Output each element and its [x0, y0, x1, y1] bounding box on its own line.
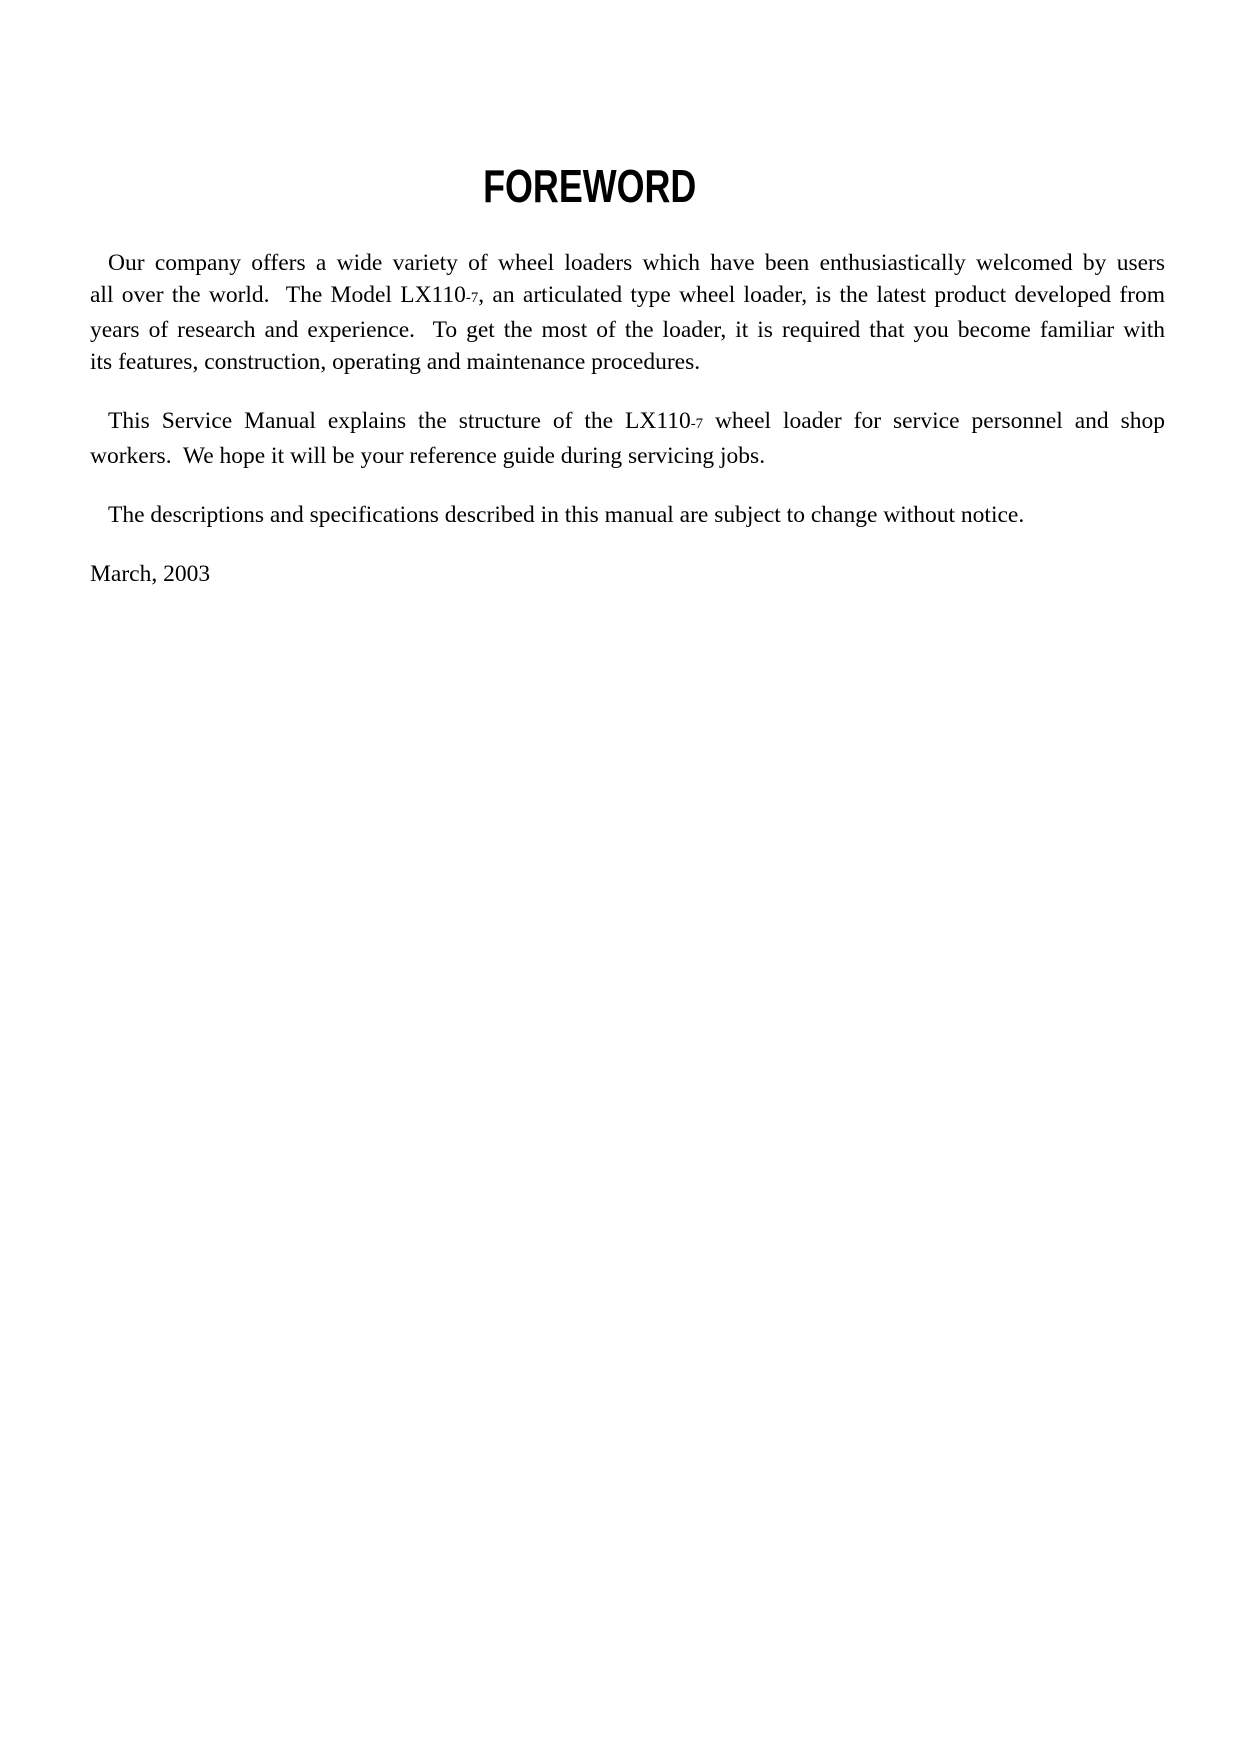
text-line — [90, 314, 1165, 346]
model-suffix-text: -7 — [690, 416, 704, 432]
text-line — [90, 279, 1165, 314]
text-run: Our company offers a wide variety of wheel loaders which have been enthusiastically welcomed by users — [108, 250, 1165, 276]
text-line — [90, 405, 1165, 440]
date-line: March, 2003 — [90, 561, 211, 587]
text-run: workers. We hope it will be your reference guide during servicing jobs. — [90, 443, 766, 469]
text-run: its features, construction, operating and maintenance procedures. — [90, 349, 701, 375]
text-line — [90, 499, 1165, 531]
page-title-text: FOREWORD — [483, 160, 697, 212]
foreword-body — [90, 247, 1165, 590]
page-title — [0, 160, 1240, 212]
text-run: This Service Manual explains the structure of the LX110 — [108, 408, 691, 434]
paragraph-service-manual — [90, 405, 1165, 472]
paragraph-disclaimer — [90, 499, 1165, 531]
text-line — [90, 346, 1165, 378]
text-run: wheel loader for service personnel and shop — [703, 408, 1165, 434]
paragraph-intro — [90, 247, 1165, 378]
text-run: The descriptions and specifications described in this manual are subject to change without notice. — [108, 502, 1025, 528]
model-suffix-text: -7 — [465, 290, 479, 306]
text-run: all over the world. The Model LX110 — [90, 282, 466, 308]
text-line — [90, 247, 1165, 279]
text-line — [90, 440, 1165, 472]
text-run: , an articulated type wheel loader, is the latest product developed from — [478, 282, 1165, 308]
text-run: years of research and experience. To get the most of the loader, it is required that you become familiar with — [90, 317, 1165, 343]
